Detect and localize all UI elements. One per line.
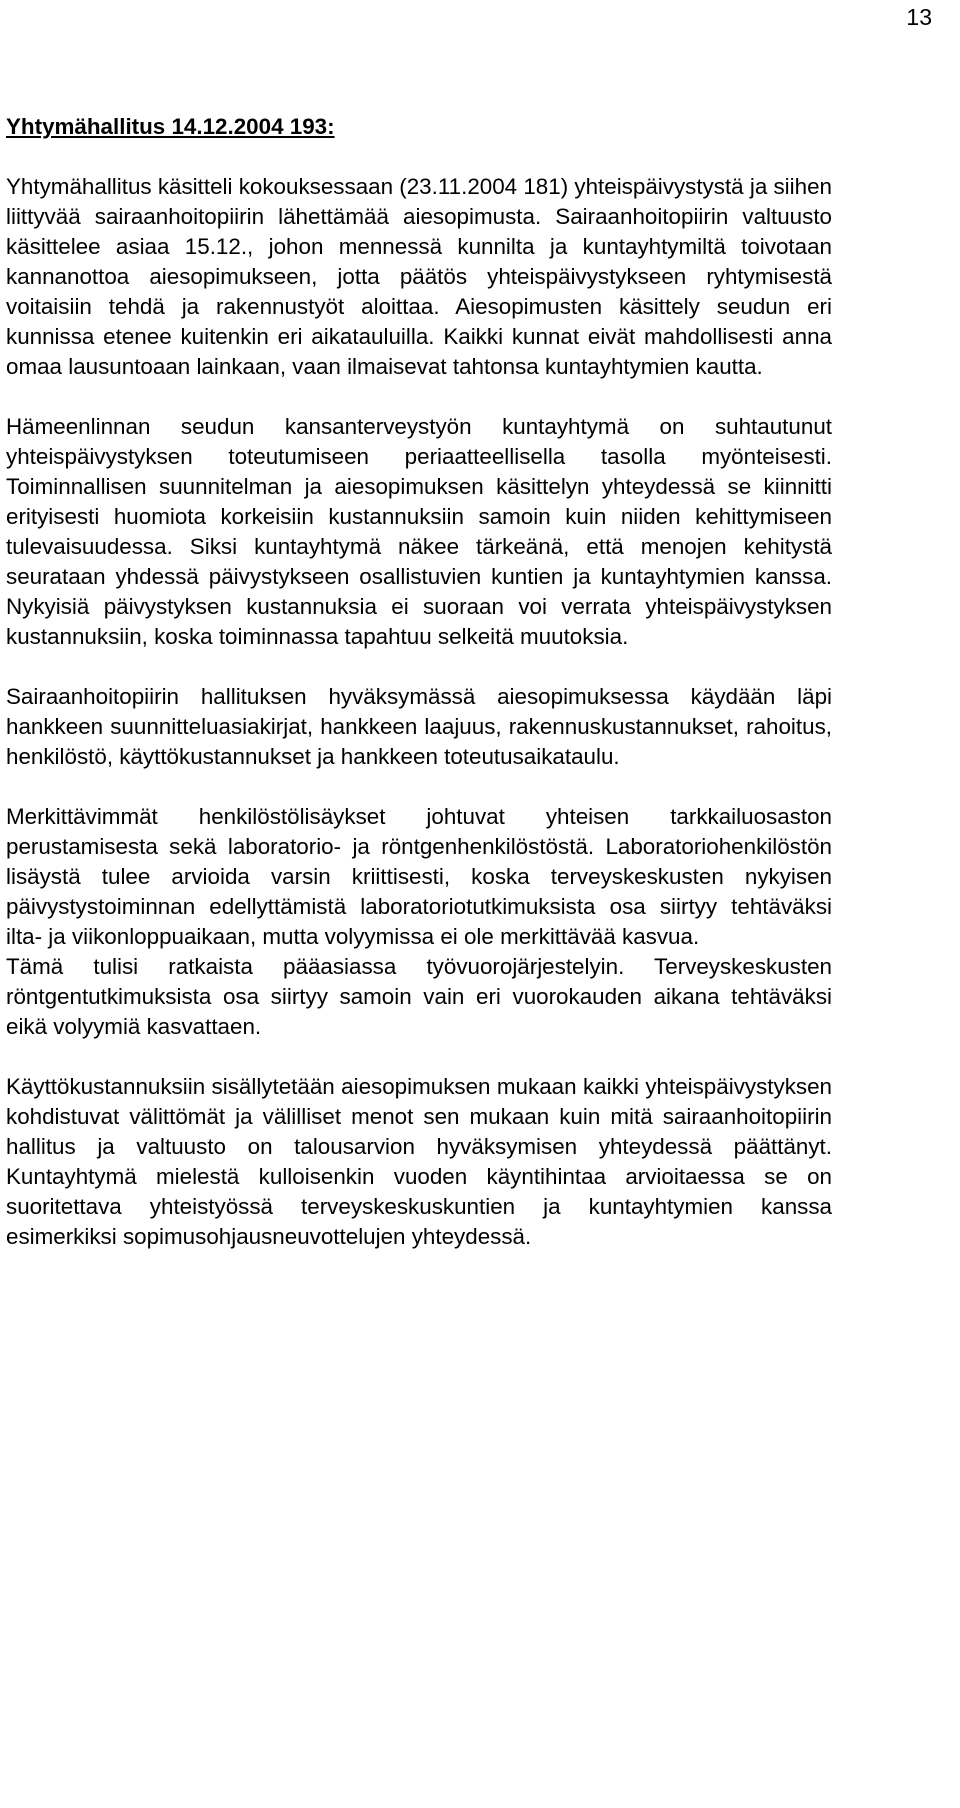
- paragraph-1: Yhtymähallitus käsitteli kokouksessaan (23.11.2004 181) yhteispäivystystä ja siihen liittyvää sairaanhoitopiirin lähettämää aiesopimusta. Sairaanhoitopiirin valtuusto käsittelee asiaa 15.12., johon mennessä kunnilta ja kuntayhtymiltä toivotaan kannanottoa aiesopimukseen, jotta päätös yhteispäivystykseen ryhtymisestä voitaisiin tehdä ja rakennustyöt aloittaa. Aiesopimusten käsittely seudun eri kunnissa etenee kuitenkin eri aikatauluilla. Kaikki kunnat eivät mahdollisesti anna omaa lausuntoaan lainkaan, vaan ilmaisevat tahtonsa kuntayhtymien kautta.: [6, 174, 832, 379]
- paragraph-4: Merkittävimmät henkilöstölisäykset johtuvat yhteisen tarkkailuosaston perustamisesta sekä laboratorio- ja röntgenhenkilöstöstä. Laboratoriohenkilöstön lisäystä tulee arvioida varsin kriittisesti, koska terveyskeskusten nykyisen päivystystoiminnan edellyttämistä laboratoriotutkimuksista osa siirtyy tehtäväksi ilta- ja viikonloppuaikaan, mutta volyymissa ei ole merkittävää kasvua.: [6, 804, 832, 949]
- section-heading: Yhtymähallitus 14.12.2004 193:: [6, 114, 335, 139]
- paragraph-5: Tämä tulisi ratkaista pääasiassa työvuorojärjestelyin. Terveyskeskusten röntgentutkimuksista osa siirtyy samoin vain eri vuorokauden aikana tehtäväksi eikä volyymiä kasvattaen.: [6, 954, 832, 1039]
- paragraph-6: Käyttökustannuksiin sisällytetään aiesopimuksen mukaan kaikki yhteispäivystyksen kohdistuvat välittömät ja välilliset menot sen mukaan kuin mitä sairaanhoitopiirin hallitus ja valtuusto on talousarvion hyväksymisen yhteydessä päättänyt. Kuntayhtymä mielestä kulloisenkin vuoden käyntihintaa arvioitaessa se on suoritettava yhteistyössä terveyskeskuskuntien ja kuntayhtymien kanssa esimerkiksi sopimusohjausneuvottelujen yhteydessä.: [6, 1074, 832, 1249]
- paragraph-2: Hämeenlinnan seudun kansanterveystyön kuntayhtymä on suhtautunut yhteispäivystyksen toteutumiseen periaatteellisella tasolla myönteisesti. Toiminnallisen suunnitelman ja aiesopimuksen käsittelyn yhteydessä se kiinnitti erityisesti huomiota korkeisiin kustannuksiin samoin kuin niiden kehittymiseen tulevaisuudessa. Siksi kuntayhtymä näkee tärkeänä, että menojen kehitystä seurataan yhdessä päivystykseen osallistuvien kuntien ja kuntayhtymien kanssa. Nykyisiä päivystyksen kustannuksia ei suoraan voi verrata yhteispäivystyksen kustannuksiin, koska toiminnassa tapahtuu selkeitä muutoksia.: [6, 414, 832, 649]
- paragraph-3: Sairaanhoitopiirin hallituksen hyväksymässä aiesopimuksessa käydään läpi hankkeen suunnitteluasiakirjat, hankkeen laajuus, rakennuskustannukset, rahoitus, henkilöstö, käyttökustannukset ja hankkeen toteutusaikataulu.: [6, 684, 832, 769]
- page-number: 13: [906, 4, 932, 30]
- document-body: [6, 112, 832, 1252]
